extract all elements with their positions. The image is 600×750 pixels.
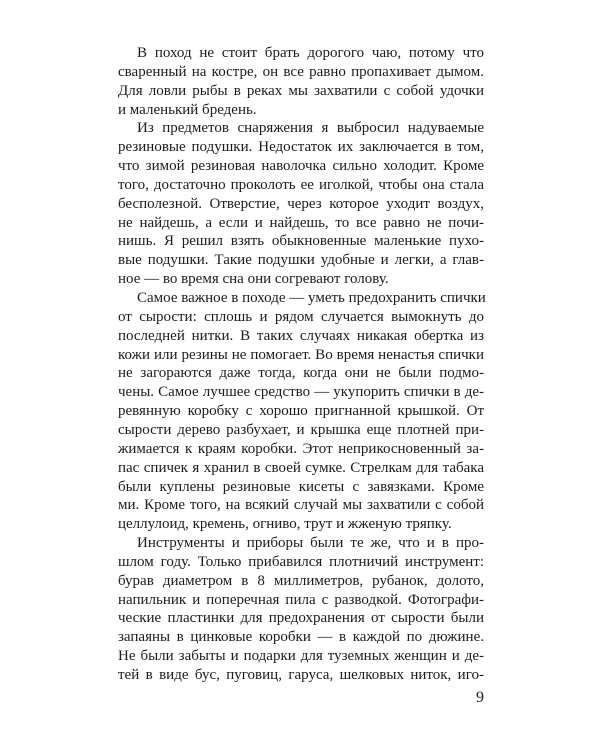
text-line: того, достаточно проколоть ее иголкой, чтобы она стала bbox=[118, 177, 484, 193]
text-line: и маленький бредень. bbox=[118, 102, 257, 118]
text-line: ревянную коробку с хорошо пригнанной крышкой. От bbox=[118, 403, 484, 419]
text-line: были куплены резиновые кисеты с завязками. Кроме bbox=[118, 479, 484, 495]
text-line: последней нитки. В таких случаях никакая обертка из bbox=[118, 328, 484, 344]
text-line: тей в виде бус, пуговиц, гаруса, шелковых ниток, иго- bbox=[118, 667, 484, 683]
text-line: резиновые подушки. Недостаток их заключается в том, bbox=[118, 139, 484, 155]
text-line: пас спичек я хранил в своей сумке. Стрелкам для табака bbox=[118, 460, 484, 476]
text-line: от сырости: сплошь и рядом случается вымокнуть до bbox=[118, 309, 484, 325]
text-line: В поход не стоит брать дорогого чаю, потому что bbox=[137, 45, 484, 61]
text-line: Для ловли рыбы в реках мы захватили с собой удочки bbox=[118, 83, 484, 99]
text-line: нишь. Я решил взять обыкновенные маленькие пухо- bbox=[118, 233, 484, 249]
text-line: напильник и поперечная пила с разводкой. Фотографи- bbox=[118, 592, 484, 608]
text-line: Инструменты и приборы были те же, что и в про- bbox=[137, 535, 484, 551]
text-line: Самое важное в походе — уметь предохранить спички bbox=[137, 290, 486, 306]
text-line: Из предметов снаряжения я выбросил надуваемые bbox=[137, 120, 484, 136]
text-line: Не были забыты и подарки для туземных женщин и де- bbox=[118, 648, 484, 664]
text-line: ческие пластинки для предохранения от сырости были bbox=[118, 610, 484, 626]
text-line: не загораются даже тогда, когда они не были подмо- bbox=[118, 365, 484, 381]
text-line: ми. Кроме того, на всякий случай мы захватили с собой bbox=[118, 497, 484, 513]
text-line: жимается к краям коробки. Этот неприкосновенный за- bbox=[118, 441, 484, 457]
text-line: сваренный на костре, он все равно пропахивает дымом. bbox=[118, 64, 484, 80]
text-line: сырости дерево разбухает, и крышка еще плотней при- bbox=[118, 422, 484, 438]
text-line: шлом году. Только прибавился плотничий инструмент: bbox=[118, 554, 484, 570]
text-line: не найдешь, а если и найдешь, то все равно не почи- bbox=[118, 215, 484, 231]
text-line: что зимой резиновая наволочка сильно холодит. Кроме bbox=[118, 158, 484, 174]
text-line: вые подушки. Такие подушки удобные и легки, а глав- bbox=[118, 252, 484, 268]
text-line: запаяны в цинковые коробки — в каждой по дюжине. bbox=[118, 629, 484, 645]
text-line: целлулоид, кремень, огниво, трут и жженую тряпку. bbox=[118, 516, 452, 532]
page-number: 9 bbox=[476, 689, 484, 706]
text-line: чены. Самое лучшее средство — укупорить спички в де- bbox=[118, 384, 484, 400]
text-line: бурав диаметром в 8 миллиметров, рубанок, долото, bbox=[118, 573, 484, 589]
text-line: бесполезной. Отверстие, через которое уходит воздух, bbox=[118, 196, 484, 212]
text-line: кожи или резины не помогает. Во время ненастья спички bbox=[118, 347, 484, 363]
text-line: ное — во время сна они согревают голову. bbox=[118, 271, 389, 287]
